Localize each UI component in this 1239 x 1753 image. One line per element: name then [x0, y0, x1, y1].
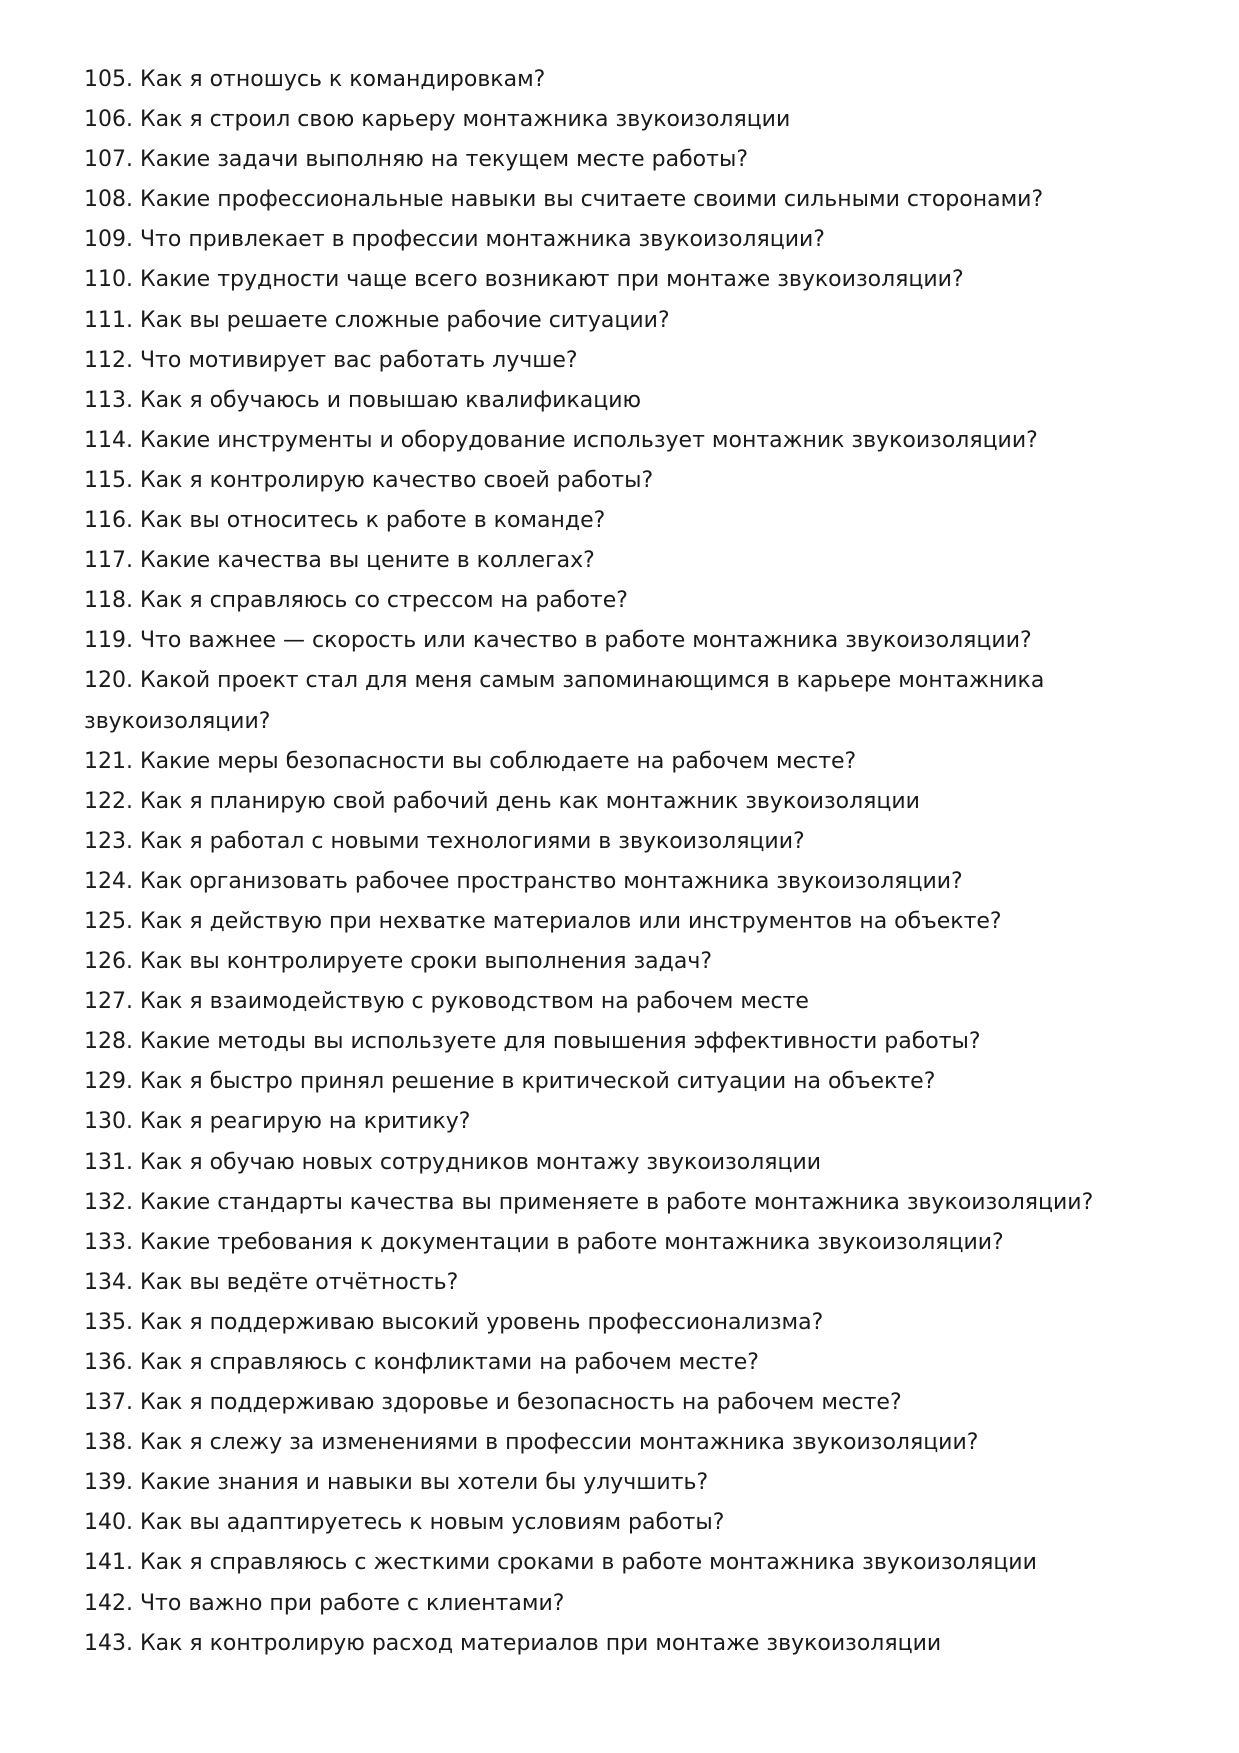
list-item: 130. Как я реагирую на критику?	[84, 1109, 471, 1135]
list-item: 106. Как я строил свою карьеру монтажника звукоизоляции	[84, 107, 791, 133]
list-item: 119. Что важнее — скорость или качество в работе монтажника звукоизоляции?	[84, 628, 1032, 654]
list-item: 140. Как вы адаптируетесь к новым условиям работы?	[84, 1510, 725, 1536]
list-item: 123. Как я работал с новыми технологиями в звукоизоляции?	[84, 828, 805, 854]
question-list	[84, 60, 1164, 1664]
list-item: 127. Как я взаимодействую с руководством на рабочем месте	[84, 989, 809, 1015]
list-item: 121. Какие меры безопасности вы соблюдаете на рабочем месте?	[84, 748, 857, 774]
list-item: 110. Какие трудности чаще всего возникают при монтаже звукоизоляции?	[84, 267, 964, 293]
list-item: 137. Как я поддерживаю здоровье и безопасность на рабочем месте?	[84, 1390, 902, 1416]
list-item: 107. Какие задачи выполняю на текущем месте работы?	[84, 147, 748, 173]
list-item: 118. Как я справляюсь со стрессом на работе?	[84, 588, 628, 614]
list-item: 133. Какие требования к документации в работе монтажника звукоизоляции?	[84, 1229, 1004, 1255]
list-item: 139. Какие знания и навыки вы хотели бы улучшить?	[84, 1470, 709, 1496]
list-item: 124. Как организовать рабочее пространство монтажника звукоизоляции?	[84, 868, 963, 894]
list-item: 141. Как я справляюсь с жесткими сроками в работе монтажника звукоизоляции	[84, 1550, 1037, 1576]
list-item: 108. Какие профессиональные навыки вы считаете своими сильными сторонами?	[84, 187, 1044, 213]
list-item: 142. Что важно при работе с клиентами?	[84, 1590, 565, 1616]
list-item: 113. Как я обучаюсь и повышаю квалификацию	[84, 387, 642, 413]
list-item: 126. Как вы контролируете сроки выполнения задач?	[84, 949, 712, 975]
list-item: 138. Как я слежу за изменениями в профессии монтажника звукоизоляции?	[84, 1430, 979, 1456]
list-item: 125. Как я действую при нехватке материалов или инструментов на объекте?	[84, 908, 1002, 934]
list-item: 117. Какие качества вы цените в коллегах?	[84, 548, 595, 574]
list-item: 134. Как вы ведёте отчётность?	[84, 1269, 459, 1295]
list-item: 112. Что мотивирует вас работать лучше?	[84, 347, 578, 373]
list-item: 122. Как я планирую свой рабочий день как монтажник звукоизоляции	[84, 788, 920, 814]
list-item: 128. Какие методы вы используете для повышения эффективности работы?	[84, 1029, 981, 1055]
list-item: 136. Как я справляюсь с конфликтами на рабочем месте?	[84, 1350, 759, 1375]
list-item: 120. Какой проект стал для меня самым запоминающимся в карьере монтажника звукоизоляции?	[84, 668, 1045, 734]
list-item: 111. Как вы решаете сложные рабочие ситуации?	[84, 307, 670, 333]
list-item: 114. Какие инструменты и оборудование использует монтажник звукоизоляции?	[84, 427, 1038, 453]
list-item: 132. Какие стандарты качества вы применяете в работе монтажника звукоизоляции?	[84, 1189, 1094, 1215]
list-item: 129. Как я быстро принял решение в критической ситуации на объекте?	[84, 1069, 936, 1095]
list-item: 115. Как я контролирую качество своей работы?	[84, 467, 654, 493]
list-item: 135. Как я поддерживаю высокий уровень профессионализма?	[84, 1309, 824, 1335]
list-item: 116. Как вы относитесь к работе в команде?	[84, 508, 606, 534]
list-item: 105. Как я отношусь к командировкам?	[84, 67, 546, 92]
list-item: 143. Как я контролирую расход материалов при монтаже звукоизоляции	[84, 1630, 942, 1656]
list-item: 131. Как я обучаю новых сотрудников монтажу звукоизоляции	[84, 1149, 822, 1175]
list-item: 109. Что привлекает в профессии монтажника звукоизоляции?	[84, 227, 825, 253]
